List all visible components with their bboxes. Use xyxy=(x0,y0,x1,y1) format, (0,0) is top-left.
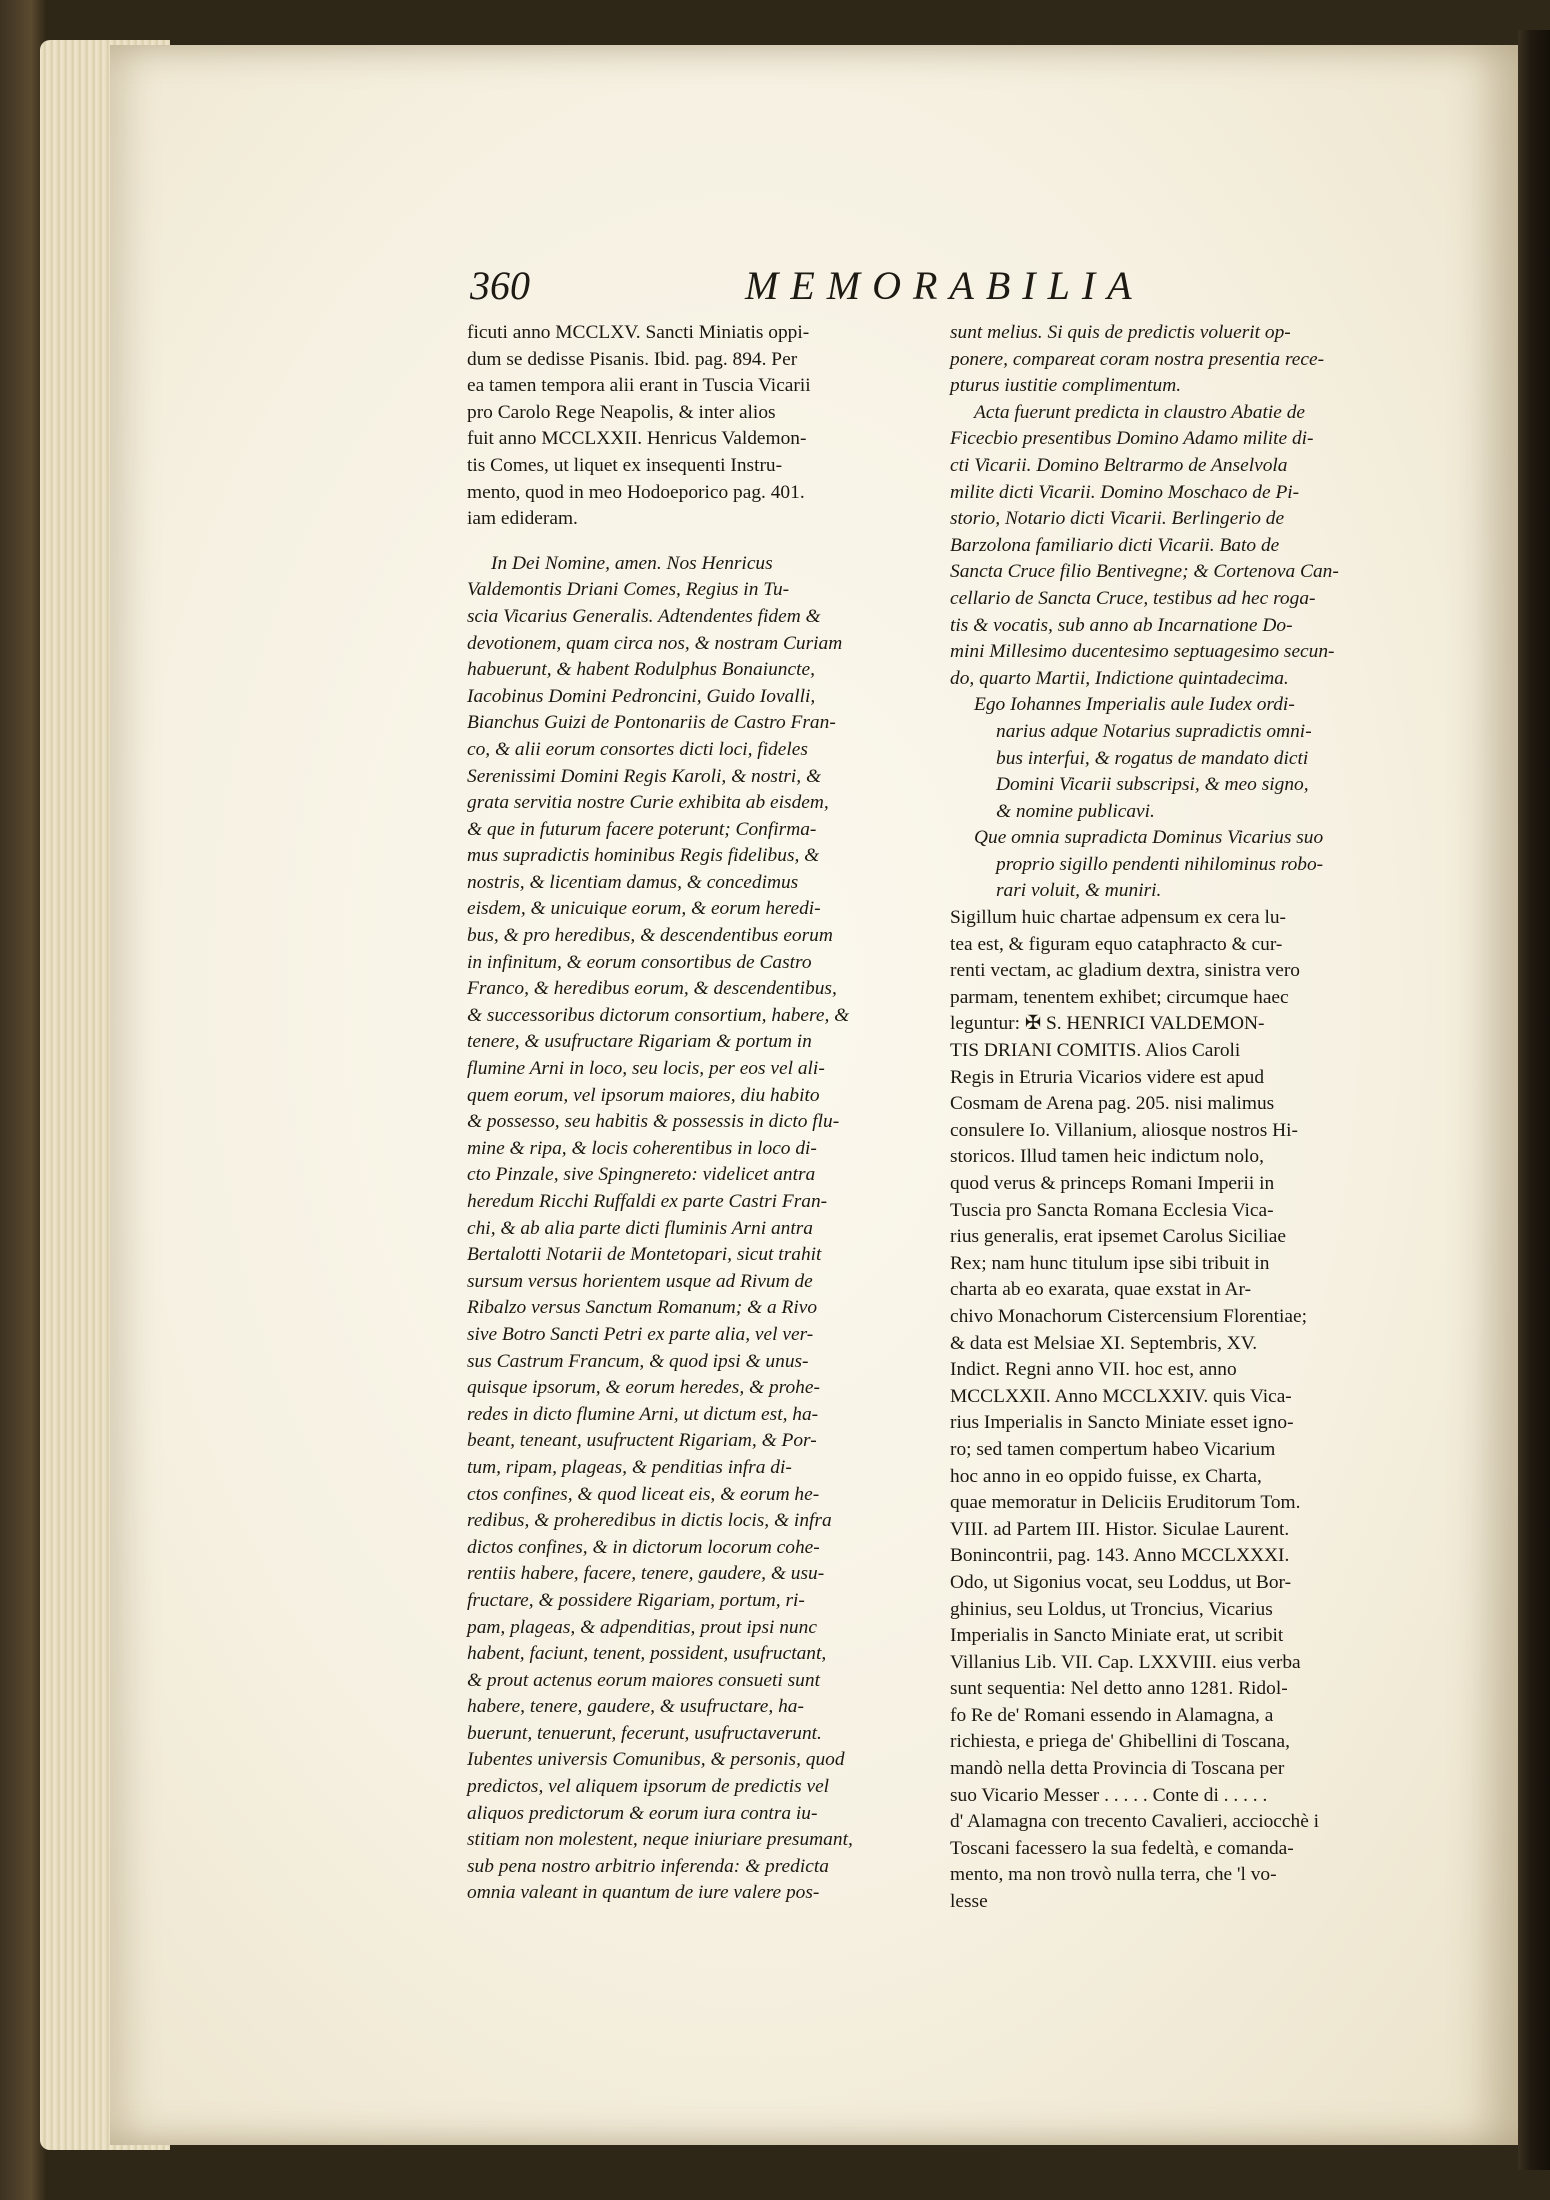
text-line: bus, & pro heredibus, & descendentibus eorum xyxy=(467,925,833,947)
text-line: rius generalis, erat ipsemet Carolus Siciliae xyxy=(950,1226,1287,1248)
text-line: beant, teneant, usufructent Rigariam, & Por- xyxy=(467,1430,817,1452)
text-line: co, & alii eorum consortes dicti loci, fideles xyxy=(467,738,808,760)
text-line: fructare, & possidere Rigariam, portum, ri- xyxy=(467,1589,805,1611)
text-line: storio, Notario dicti Vicarii. Berlingerio de xyxy=(950,508,1285,530)
text-line: sursum versus horientem usque ad Rivum de xyxy=(467,1270,813,1292)
text-line: predictos, vel aliquem ipsorum de predictis vel xyxy=(467,1776,830,1798)
text-line: habent, faciunt, tenent, possident, usufructant, xyxy=(467,1643,827,1665)
book-spine-shadow xyxy=(1518,30,1550,2170)
text-line: devotionem, quam circa nos, & nostram Curiam xyxy=(467,632,843,654)
notary-subscription xyxy=(950,692,1405,825)
text-line: Regis in Etruria Vicarios videre est apud xyxy=(950,1066,1265,1088)
text-line: Sancta Cruce filio Bentivegne; & Cortenova Can- xyxy=(950,561,1339,583)
text-line: mus supradictis hominibus Regis fidelibus, & xyxy=(467,845,820,867)
text-line: quisque ipsorum, & eorum heredes, & prohe- xyxy=(467,1377,820,1399)
text-line: flumine Arni in loco, seu locis, per eos vel ali- xyxy=(467,1058,825,1080)
text-line: redibus, & proheredibus in dictis locis, & infra xyxy=(467,1510,832,1532)
text-line: rius Imperialis in Sancto Miniate esset igno- xyxy=(950,1412,1294,1434)
charter-text xyxy=(467,551,922,1907)
intro-paragraph xyxy=(467,320,922,533)
text-line: Valdemontis Driani Comes, Regius in Tu- xyxy=(467,579,790,601)
text-line: redes in dicto flumine Arni, ut dictum est, ha- xyxy=(467,1403,819,1425)
text-line: hoc anno in eo oppido fuisse, ex Charta, xyxy=(950,1465,1262,1487)
text-line: & possesso, seu habitis & possessis in dicto flu- xyxy=(467,1111,840,1133)
text-line: richiesta, e priega de' Ghibellini di Toscana, xyxy=(950,1731,1290,1753)
text-line: ponere, compareat coram nostra presentia rece- xyxy=(950,348,1325,370)
text-line: Bertalotti Notarii de Montetopari, sicut trahit xyxy=(467,1244,822,1266)
text-line: sive Botro Sancti Petri ex parte alia, vel ver- xyxy=(467,1323,814,1345)
text-line: MCCLXXII. Anno MCCLXXIV. quis Vica- xyxy=(950,1385,1292,1407)
acta-paragraph xyxy=(950,400,1405,693)
text-line: TIS DRIANI COMITIS. Alios Caroli xyxy=(950,1040,1241,1062)
text-line: Toscani facessero la sua fedeltà, e comanda- xyxy=(950,1837,1294,1859)
text-line: fuit anno MCCLXXII. Henricus Valdemon- xyxy=(467,428,807,450)
text-line: nostris, & licentiam damus, & concedimus xyxy=(467,871,799,893)
text-line: leguntur: ✠ S. HENRICI VALDEMON- xyxy=(950,1013,1265,1035)
text-line: eisdem, & unicuique eorum, & eorum heredi- xyxy=(467,898,821,920)
text-line: quod verus & princeps Romani Imperii in xyxy=(950,1173,1275,1194)
text-line: pam, plageas, & adpenditias, prout ipsi nunc xyxy=(467,1616,817,1638)
text-line: Rex; nam hunc titulum ipse sibi tribuit in xyxy=(950,1252,1270,1274)
text-line: suo Vicario Messer . . . . . Conte di . . . . . xyxy=(950,1784,1268,1806)
text-line: habuerunt, & habent Rodulphus Bonaiuncte, xyxy=(467,659,815,681)
text-line: omnia valeant in quantum de iure valere pos- xyxy=(467,1882,820,1904)
text-line: Tuscia pro Sancta Romana Ecclesia Vica- xyxy=(950,1199,1274,1221)
left-column xyxy=(467,320,922,1907)
text-line: consulere Io. Villanium, aliosque nostros Hi- xyxy=(950,1119,1298,1141)
text-line: Ego Iohannes Imperialis aule Iudex ordi- xyxy=(974,694,1295,716)
text-line: Indict. Regni anno VII. hoc est, anno xyxy=(950,1359,1237,1381)
text-line: & nomine publicavi. xyxy=(996,800,1155,822)
text-line: mine & ripa, & locis coherentibus in loco di- xyxy=(467,1137,817,1159)
text-line: sunt sequentia: Nel detto anno 1281. Ridol- xyxy=(950,1678,1288,1700)
text-line: parmam, tenentem exhibet; circumque haec xyxy=(950,986,1289,1008)
text-line: Iubentes universis Comunibus, & personis, quod xyxy=(467,1749,845,1771)
text-line: Cosmam de Arena pag. 205. nisi malimus xyxy=(950,1093,1275,1115)
text-line: scia Vicarius Generalis. Adtendentes fidem & xyxy=(467,605,821,627)
text-line: Serenissimi Domini Regis Karoli, & nostri, & xyxy=(467,765,822,787)
text-line: grata servitia nostre Curie exhibita ab eisdem, xyxy=(467,792,829,814)
text-line: iam edideram. xyxy=(467,508,578,530)
text-line: chi, & ab alia parte dicti fluminis Arni antra xyxy=(467,1217,813,1239)
text-line: cto Pinzale, sive Spingnereto: videlicet antra xyxy=(467,1164,816,1186)
text-line: Barzolona familiario dicti Vicarii. Bato de xyxy=(950,534,1280,556)
text-line: mandò nella detta Provincia di Toscana per xyxy=(950,1758,1285,1780)
text-line: ea tamen tempora alii erant in Tuscia Vicarii xyxy=(467,375,811,397)
text-line: ghinius, seu Loldus, ut Troncius, Vicarius xyxy=(950,1598,1273,1620)
text-line: & successoribus dictorum consortium, habere, & xyxy=(467,1004,850,1026)
text-line: narius adque Notarius supradictis omni- xyxy=(996,720,1312,742)
text-line: dum se dedisse Pisanis. Ibid. pag. 894. Per xyxy=(467,348,798,370)
text-line: in infinitum, & eorum consortibus de Castro xyxy=(467,951,812,973)
text-line: chivo Monachorum Cistercensium Florentiae; xyxy=(950,1305,1308,1327)
text-line: cellario de Sancta Cruce, testibus ad hec roga- xyxy=(950,587,1316,609)
text-line: Bianchus Guizi de Pontonariis de Castro Fran- xyxy=(467,712,836,734)
text-line: habere, tenere, gaudere, & usufructare, ha- xyxy=(467,1696,804,1718)
text-line: sunt melius. Si quis de predictis voluerit op- xyxy=(950,322,1291,343)
text-line: sus Castrum Francum, & quod ipsi & unus- xyxy=(467,1350,809,1372)
text-line: milite dicti Vicarii. Domino Moschaco de Pi- xyxy=(950,481,1300,503)
text-line: ro; sed tamen compertum habeo Vicarium xyxy=(950,1438,1276,1460)
text-line: Iacobinus Domini Pedroncini, Guido Iovalli, xyxy=(467,685,816,707)
text-line: Imperialis in Sancto Miniate erat, ut scribit xyxy=(950,1625,1284,1647)
text-line: d' Alamagna con trecento Cavalieri, acciocchè i xyxy=(950,1811,1320,1833)
text-line: storicos. Illud tamen heic indictum nolo, xyxy=(950,1146,1264,1168)
text-line: tenere, & usufructare Rigariam & portum in xyxy=(467,1031,812,1053)
text-line: ficuti anno MCCLXV. Sancti Miniatis oppi- xyxy=(467,322,810,343)
text-line: tum, ripam, plageas, & penditias infra di- xyxy=(467,1456,792,1478)
text-line: & prout actenus eorum maiores consueti sunt xyxy=(467,1669,820,1691)
text-line: do, quarto Martii, Indictione quintadecima. xyxy=(950,667,1289,689)
text-line: rentiis habere, facere, tenere, gaudere, & usu- xyxy=(467,1563,825,1585)
text-line: Odo, ut Sigonius vocat, seu Loddus, ut Bor- xyxy=(950,1571,1292,1593)
text-line: mento, quod in meo Hodoeporico pag. 401. xyxy=(467,481,805,503)
text-line: quae memoratur in Deliciis Eruditorum Tom. xyxy=(950,1492,1301,1514)
page-number: 360 xyxy=(470,263,530,308)
text-line: Acta fuerunt predicta in claustro Abatie de xyxy=(974,401,1306,423)
text-line: dictos confines, & in dictorum locorum cohe- xyxy=(467,1536,820,1558)
text-line: Bonincontrii, pag. 143. Anno MCCLXXXI. xyxy=(950,1545,1290,1567)
text-line: fo Re de' Romani essendo in Alamagna, a xyxy=(950,1704,1274,1726)
seal-clause xyxy=(950,825,1405,905)
text-line: sub pena nostro arbitrio inferenda: & predicta xyxy=(467,1855,829,1877)
text-line: pro Carolo Rege Neapolis, & inter alios xyxy=(467,401,776,423)
text-line: In Dei Nomine, amen. Nos Henricus xyxy=(491,552,773,574)
right-column xyxy=(950,320,1405,1916)
text-line: cti Vicarii. Domino Beltrarmo de Anselvola xyxy=(950,454,1288,476)
text-line: tis & vocatis, sub anno ab Incarnatione Do- xyxy=(950,614,1293,636)
text-line: charta ab eo exarata, quae exstat in Ar- xyxy=(950,1279,1252,1301)
charter-conclusion xyxy=(950,320,1405,400)
text-line: proprio sigillo pendenti nihilominus robo- xyxy=(996,853,1324,875)
text-line: Ficecbio presentibus Domino Adamo milite di- xyxy=(950,428,1314,450)
text-line: pturus iustitie complimentum. xyxy=(950,375,1182,397)
text-line: tea est, & figuram equo cataphracto & cur- xyxy=(950,933,1283,955)
text-line: lesse xyxy=(950,1891,988,1913)
text-line: & que in futurum facere poterunt; Confirma- xyxy=(467,818,817,840)
text-line: Franco, & heredibus eorum, & descendentibus, xyxy=(467,978,837,1000)
text-line: aliquos predictorum & eorum iura contra iu- xyxy=(467,1802,818,1824)
text-line: buerunt, tenuerunt, fecerunt, usufructaverunt. xyxy=(467,1722,822,1744)
commentary-paragraph xyxy=(950,905,1405,1916)
text-line: ctos confines, & quod liceat eis, & eorum he- xyxy=(467,1483,820,1505)
text-line: renti vectam, ac gladium dextra, sinistra vero xyxy=(950,960,1300,982)
text-line: bus interfui, & rogatus de mandato dicti xyxy=(996,747,1309,769)
text-line: & data est Melsiae XI. Septembris, XV. xyxy=(950,1332,1258,1354)
text-line: Ribalzo versus Sanctum Romanum; & a Rivo xyxy=(467,1297,818,1319)
text-line: quem eorum, vel ipsorum maiores, diu habito xyxy=(467,1084,820,1106)
text-line: mento, ma non trovò nulla terra, che 'l vo- xyxy=(950,1864,1277,1886)
text-line: rari voluit, & muniri. xyxy=(996,880,1162,902)
text-line: mini Millesimo ducentesimo septuagesimo secun- xyxy=(950,641,1335,663)
text-line: Domini Vicarii subscripsi, & meo signo, xyxy=(996,774,1309,796)
page-header xyxy=(470,262,1405,308)
text-line: stitiam non molestent, neque iniuriare presumant, xyxy=(467,1829,853,1851)
text-line: VIII. ad Partem III. Histor. Siculae Laurent. xyxy=(950,1518,1290,1540)
text-line: tis Comes, ut liquet ex insequenti Instru- xyxy=(467,454,783,476)
text-line: Que omnia supradicta Dominus Vicarius suo xyxy=(974,827,1324,849)
text-line: Sigillum huic chartae adpensum ex cera lu- xyxy=(950,907,1286,929)
text-line: heredum Ricchi Ruffaldi ex parte Castri Fran- xyxy=(467,1191,828,1212)
running-title: MEMORABILIA xyxy=(745,263,1144,308)
text-line: Villanius Lib. VII. Cap. LXXVIII. eius verba xyxy=(950,1651,1301,1673)
